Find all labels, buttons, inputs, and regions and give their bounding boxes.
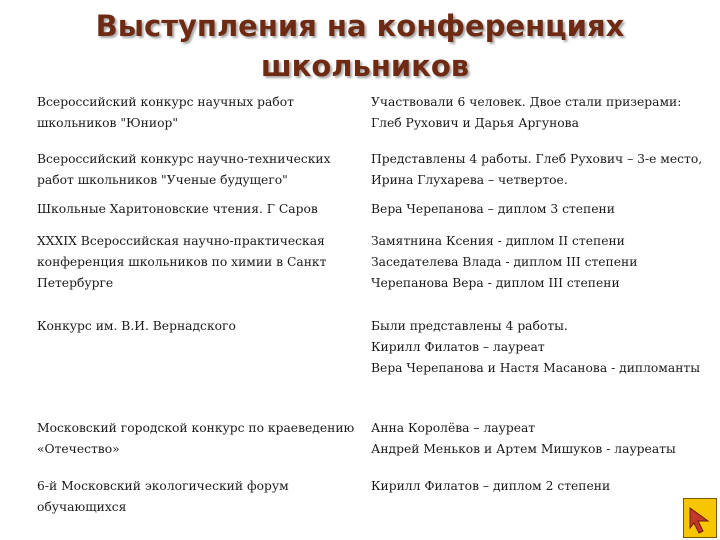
cell-line: Московский городской конкурс по краеведению xyxy=(37,421,355,435)
cell-line: обучающихся xyxy=(37,500,127,514)
conference-result xyxy=(371,316,711,379)
cell-line: Всероссийский конкурс научно-технических xyxy=(37,152,331,166)
cell-line: Кирилл Филатов – диплом 2 степени xyxy=(371,479,611,493)
cell-line: Вера Черепанова – диплом 3 степени xyxy=(371,202,615,216)
cell-line: Черепанова Вера - диплом III степени xyxy=(371,276,620,290)
cell-line: Заседателева Влада - диплом III степени xyxy=(371,255,638,269)
cell-line: «Отечество» xyxy=(37,442,120,456)
conference-name xyxy=(37,231,357,294)
cell-line: Участвовали 6 человек. Двое стали призерами: xyxy=(371,95,682,109)
conference-name xyxy=(37,149,357,191)
cell-line: Представлены 4 работы. Глеб Рухович – 3-е место, xyxy=(371,152,703,166)
cell-line: Кирилл Филатов – лауреат xyxy=(371,340,545,354)
next-slide-button[interactable] xyxy=(683,498,717,538)
cell-line: Глеб Рухович и Дарья Аргунова xyxy=(371,116,579,130)
forward-arrow-icon xyxy=(684,499,716,537)
cell-line: Конкурс им. В.И. Вернадского xyxy=(37,319,236,333)
conference-name xyxy=(37,476,357,518)
cell-line: школьников "Юниор" xyxy=(37,116,178,130)
cell-line: Школьные Харитоновские чтения. Г Саров xyxy=(37,202,318,216)
cell-line: Были представлены 4 работы. xyxy=(371,319,568,333)
conference-name xyxy=(37,316,357,337)
cell-line: XXXIX Всероссийская научно-практическая xyxy=(37,234,325,248)
conference-result xyxy=(371,231,711,294)
conference-result xyxy=(371,92,711,134)
slide-title-line-2: школьников xyxy=(260,49,470,83)
conference-result xyxy=(371,199,711,220)
conference-result xyxy=(371,418,711,460)
slide-title xyxy=(0,6,720,86)
conference-name xyxy=(37,92,357,134)
conference-result xyxy=(371,476,711,497)
cell-line: Вера Черепанова и Настя Масанова - дипломанты xyxy=(371,361,700,375)
conference-name xyxy=(37,199,357,220)
cell-line: Замятнина Ксения - диплом II степени xyxy=(371,234,625,248)
cell-line: Андрей Меньков и Артем Мишуков - лауреаты xyxy=(371,442,676,456)
slide-title-line-1: Выступления на конференциях xyxy=(95,9,625,43)
cell-line: работ школьников "Ученые будущего" xyxy=(37,173,288,187)
cell-line: конференция школьников по химии в Санкт xyxy=(37,255,327,269)
cell-line: Всероссийский конкурс научных работ xyxy=(37,95,294,109)
cell-line: 6-й Московский экологический форум xyxy=(37,479,289,493)
cell-line: Петербурге xyxy=(37,276,114,290)
conference-name xyxy=(37,418,357,460)
conference-result xyxy=(371,149,711,191)
cell-line: Ирина Глухарева – четвертое. xyxy=(371,173,568,187)
cell-line: Анна Королёва – лауреат xyxy=(371,421,536,435)
